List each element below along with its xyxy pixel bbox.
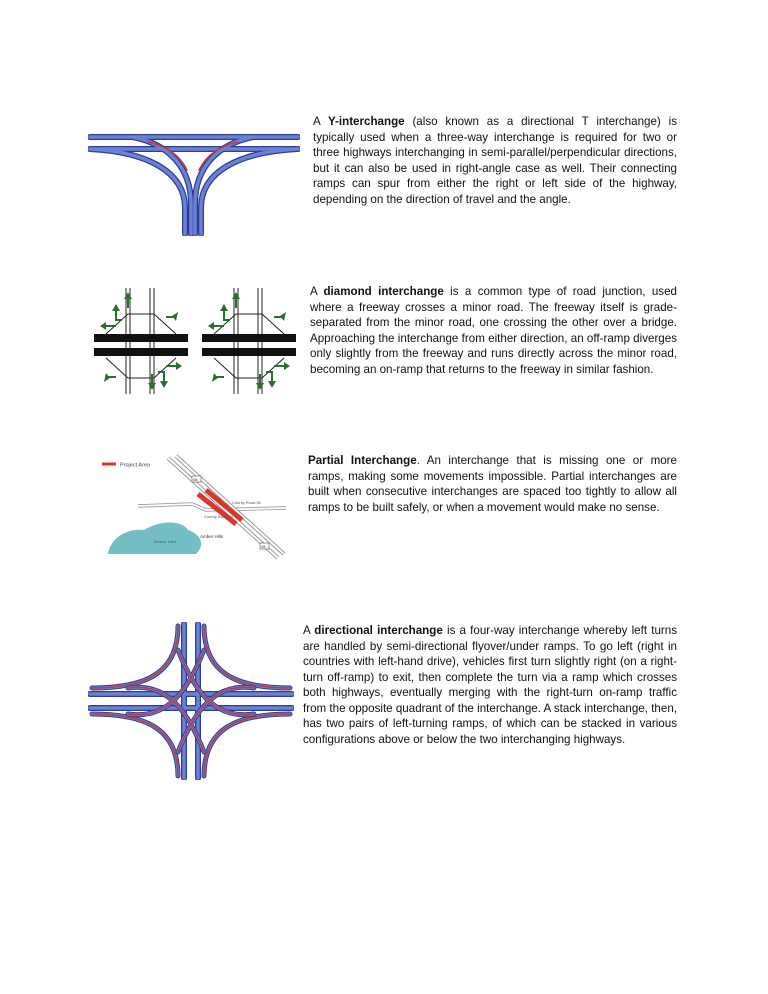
shield-2-label: 65 [261,544,266,549]
directional-interchange-diagram [88,622,294,780]
diamond-interchange-term: diamond interchange [323,285,444,298]
directional-interchange-term: directional interchange [314,624,443,637]
y-interchange-term: Y-interchange [327,115,405,128]
partial-interchange-term: Partial Interchange [308,454,417,467]
road-label-2: County Road 54 [204,514,233,519]
place-label: Amber Hills [200,534,224,539]
directional-interchange-paragraph: A directional interchange is a four-way interchange whereby left turns are handled by semi-directional flyover/under ramps. To go left (right in countries with left-hand drive), vehicles first turn slightly right (on a right-turn off-ramp) to exit, then complete the turn via a ramp which crosses both highways, eventually merging with the right-turn on-ramp traffic from the opposite quadrant of the interchange. A stack interchange, then, has two pairs of left-turning ramps, of which can be stacked in various configurations above or below the two interchanging highways. [303,624,677,746]
road-label-1: County Road 56 [232,500,261,505]
partial-interchange-map [96,450,286,562]
diamond-interchange-paragraph: A diamond interchange is a common type of road junction, used where a freeway crosses a minor road. The freeway itself is grade-separated from the minor road, one crossing the other over a bridge. Approaching the interchange from either direction, an off-ramp diverges only slightly from the freeway and runs directly across the minor road, becoming an on-ramp that returns to the freeway in similar fashion. [310,285,677,376]
diamond-interchange-diagram [92,286,302,396]
lake-label: Beaver Lake [154,539,177,544]
shield-1-label: 65 [193,477,198,482]
y-interchange-diagram [88,112,300,236]
legend-label: Project Area [120,462,150,469]
partial-interchange-paragraph: Partial Interchange. An interchange that is missing one or more ramps, making some movements impossible. Partial interchanges are built when consecutive interchanges are spaced too tightly to allow all ramps to be built safely, or when a movement would make no sense. [308,454,677,514]
y-interchange-paragraph: A Y-interchange (also known as a directional T interchange) is typically used when a three-way interchange is required for two or three highways interchanging in semi-parallel/perpendicular directions, but it can also be used in right-angle case as well. Their connecting ramps can spur from either the right or left side of the highway, depending on the direction of travel and the angle. [313,115,677,206]
